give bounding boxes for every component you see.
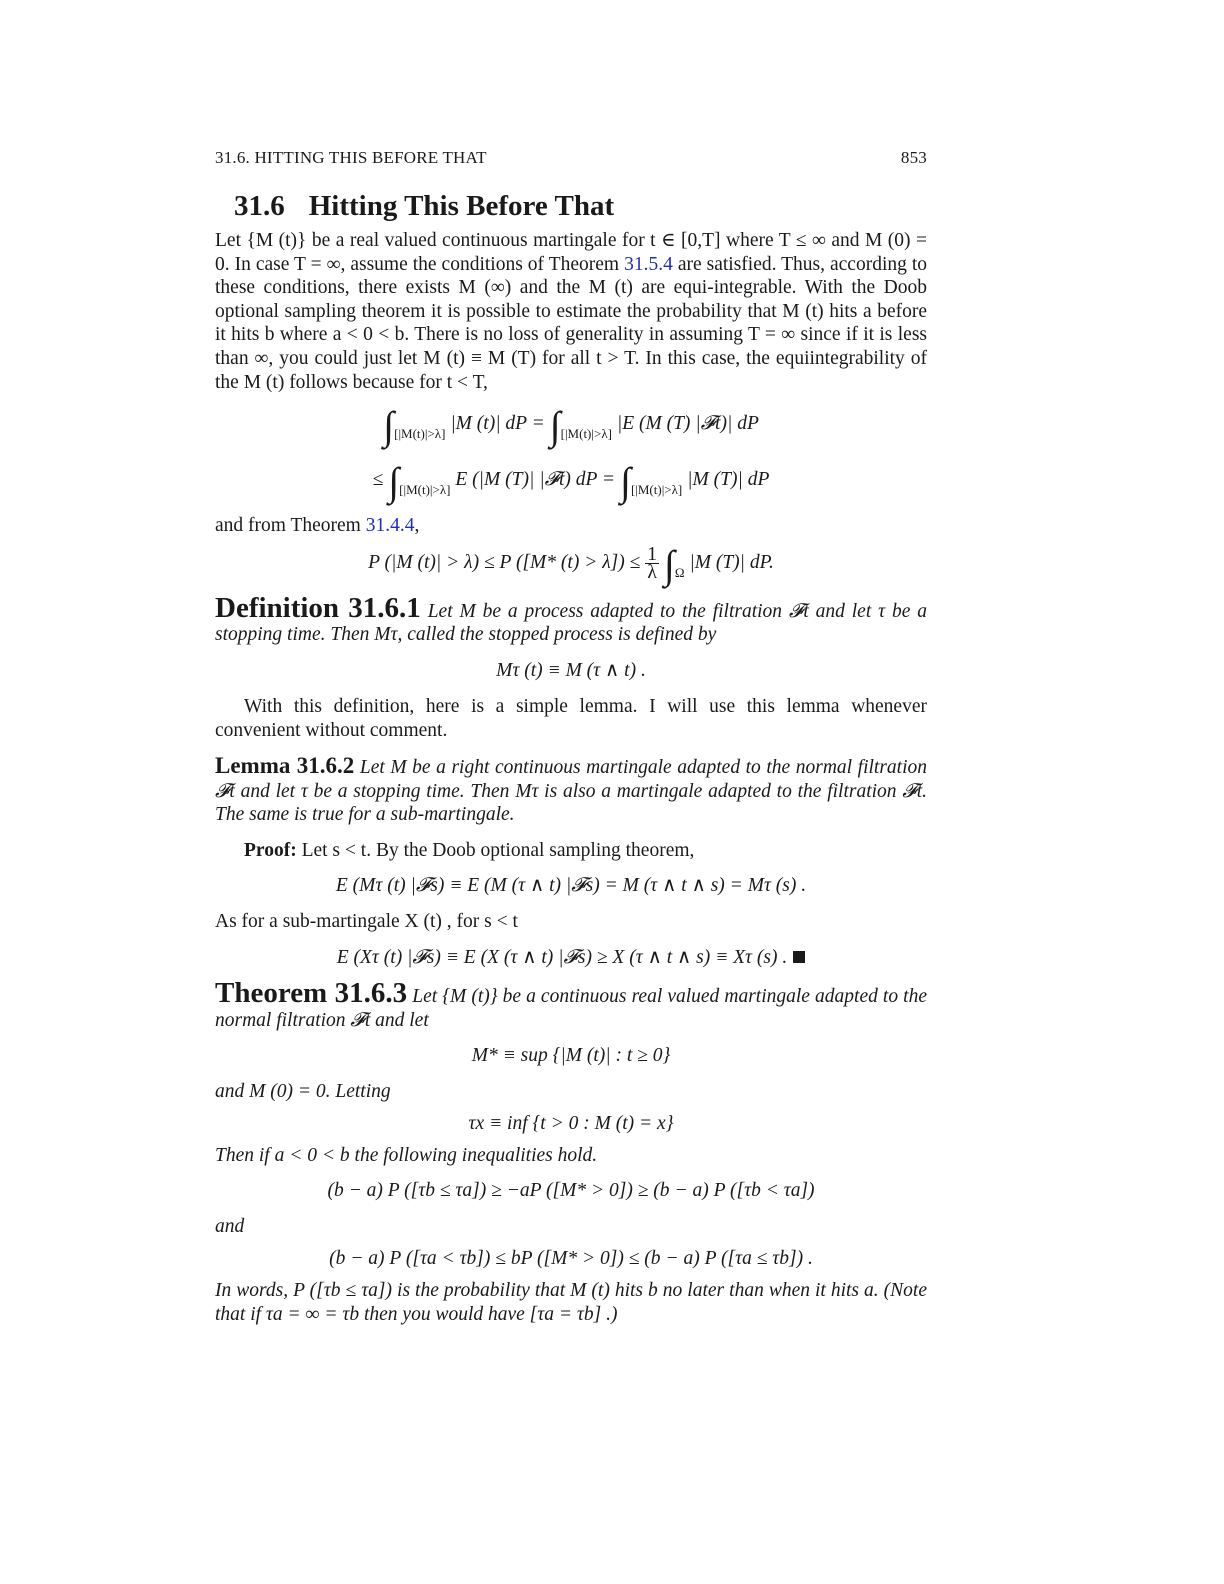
definition-block: [215, 591, 928, 647]
section-title: Hitting This Before That: [308, 190, 615, 222]
theorem-link-31-5-4[interactable]: 31.5.4: [624, 253, 673, 275]
equation-rhs: |M (T)| dP.: [689, 551, 774, 573]
equation-probability-bound: [215, 541, 927, 587]
after-definition-paragraph: With this definition, here is a simple lemma. I will use this lemma whenever convenient without comment.: [215, 695, 927, 741]
integral-sign-icon: ∫: [619, 459, 631, 505]
theorem-block: [215, 977, 927, 1032]
sup-eq: M* ≡ sup {|M (t)| : t ≥ 0}: [471, 1045, 671, 1067]
integral-domain: [|M(t)|>λ]: [399, 482, 451, 498]
intro-text-2: are satisfied. Thus, according to these conditions, there exists M (∞) and the M (t) are equi-integrable. With the Doob optional sampling theorem it is possible to estimate the probability that M (t) hits a before it hits b where a < 0 < b. There is no loss of generality in assuming T = ∞ since if it is less than ∞, you could just let M (t) ≡ M (T) for all t > T. In this case, the equiintegrability of the M (t) follows because for t < T,: [215, 253, 928, 393]
theorem-and-line: and M (0) = 0. Letting: [215, 1081, 391, 1103]
theorem-inequality-2: [215, 1245, 927, 1273]
theorem-link-31-4-4[interactable]: 31.4.4: [365, 515, 415, 537]
equation-integral-1: [215, 403, 927, 449]
integral-sign-icon: ∫: [388, 459, 400, 505]
section-number: 31.6: [234, 190, 285, 222]
proof-label: Proof:: [244, 839, 297, 861]
integral-domain: [|M(t)|>λ]: [394, 426, 446, 442]
equation-rhs: |M (T)| dP: [687, 469, 770, 491]
definition-heading: Definition 31.6.1: [215, 591, 421, 624]
lemma-text: Let M be a right continuous martingale adapted to the normal filtration 𝓕t and let τ be a stopping time. Then Mτ is also a martingale adapted to the filtration 𝓕t. The same is true for a sub-martingale.: [215, 757, 928, 826]
page-number: 853: [900, 148, 927, 167]
section-heading: [234, 190, 927, 223]
equation-lhs: P (|M (t)| > λ) ≤ P ([M* (t) > λ]) ≤: [368, 551, 641, 573]
integral-sign-icon: ∫: [383, 403, 395, 449]
running-head-title: 31.6. HITTING THIS BEFORE THAT: [215, 148, 487, 167]
theorem-then-line: Then if a < 0 < b the following inequalities hold.: [215, 1144, 598, 1166]
proof-paragraph: [215, 839, 927, 863]
inequality-2: (b − a) P ([τa < τb]) ≤ bP ([M* > 0]) ≤ (b − a) P ([τa ≤ τb]) .: [329, 1248, 813, 1270]
integral-domain: [|M(t)|>λ]: [630, 482, 683, 498]
proof-equation-2: [215, 944, 927, 972]
equation-mid: E (|M (T)| |𝓕t) dP =: [455, 469, 616, 491]
equation-integral-2: [215, 459, 927, 505]
equation-rhs: |E (M (T) |𝓕t)| dP: [616, 413, 759, 435]
proof-eq-2: E (Xτ (t) |𝓕s) ≡ E (X (τ ∧ t) |𝓕s) ≥ X (τ ∧ t ∧ s) ≡ Xτ (s) .: [336, 947, 788, 969]
theorem-heading: Theorem 31.6.3: [215, 977, 408, 1010]
integral-sign-icon: ∫: [663, 541, 675, 587]
running-head: [215, 148, 927, 168]
stopped-process-eq: Mτ (t) ≡ M (τ ∧ t) .: [496, 659, 646, 681]
theorem-text: Let {M (t)} be a continuous real valued martingale adapted to the normal filtration 𝓕t and let: [215, 986, 927, 1031]
proof-equation-1: [215, 872, 927, 900]
definition-text: Let M be a process adapted to the filtration 𝓕t and let τ be a stopping time. Then Mτ, called the stopped process is defined by: [215, 600, 928, 646]
integral-domain: [|M(t)|>λ]: [560, 426, 612, 442]
definition-equation: [215, 657, 927, 685]
page: [215, 148, 927, 1326]
le-symbol: ≤: [372, 469, 384, 491]
fraction: [645, 543, 659, 583]
fraction-denominator: λ: [647, 561, 657, 583]
fraction-numerator: 1: [647, 543, 657, 565]
intro-text-1: Let {M (t)} be a real valued continuous martingale for t ∈ [0,T] where T ≤ ∞ and M (0) = 0. In case T = ∞, assume the conditions of Theorem: [215, 230, 927, 275]
theorem-and2-line: and: [215, 1216, 245, 1238]
intro-paragraph: [215, 229, 927, 394]
integral-sign-icon: ∫: [549, 403, 561, 449]
proof-text: Let s < t. By the Doob optional sampling theorem,: [301, 839, 695, 861]
theorem-closing: In words, P ([τb ≤ τa]) is the probability that M (t) hits b no later than when it hits a. (Note that if τa = ∞ = τb then you would have [τa = τb] .): [215, 1280, 927, 1325]
proof-eq-1: E (Mτ (t) |𝓕s) ≡ E (M (τ ∧ t) |𝓕s) = M (τ ∧ t ∧ s) = Mτ (s) .: [335, 875, 807, 897]
sub-martingale-line: As for a sub-martingale X (t) , for s < t: [215, 911, 518, 933]
equation-lhs: |M (t)| dP =: [450, 413, 545, 435]
theorem-inequality-1: [215, 1177, 927, 1205]
from-theorem-line: and from Theorem 31.4.4,: [215, 515, 420, 537]
inequality-1: (b − a) P ([τb ≤ τa]) ≥ −aP ([M* > 0]) ≥ (b − a) P ([τb < τa]): [327, 1180, 815, 1202]
lemma-block: [215, 754, 927, 827]
lemma-heading: Lemma 31.6.2: [215, 753, 355, 779]
inf-eq: τx ≡ inf {t > 0 : M (t) = x}: [468, 1112, 674, 1134]
from-text: and from Theorem: [215, 515, 361, 537]
qed-square-icon: [793, 951, 805, 963]
theorem-equation-sup: [215, 1042, 927, 1070]
theorem-equation-inf: [215, 1110, 927, 1138]
integral-domain: Ω: [674, 564, 685, 580]
